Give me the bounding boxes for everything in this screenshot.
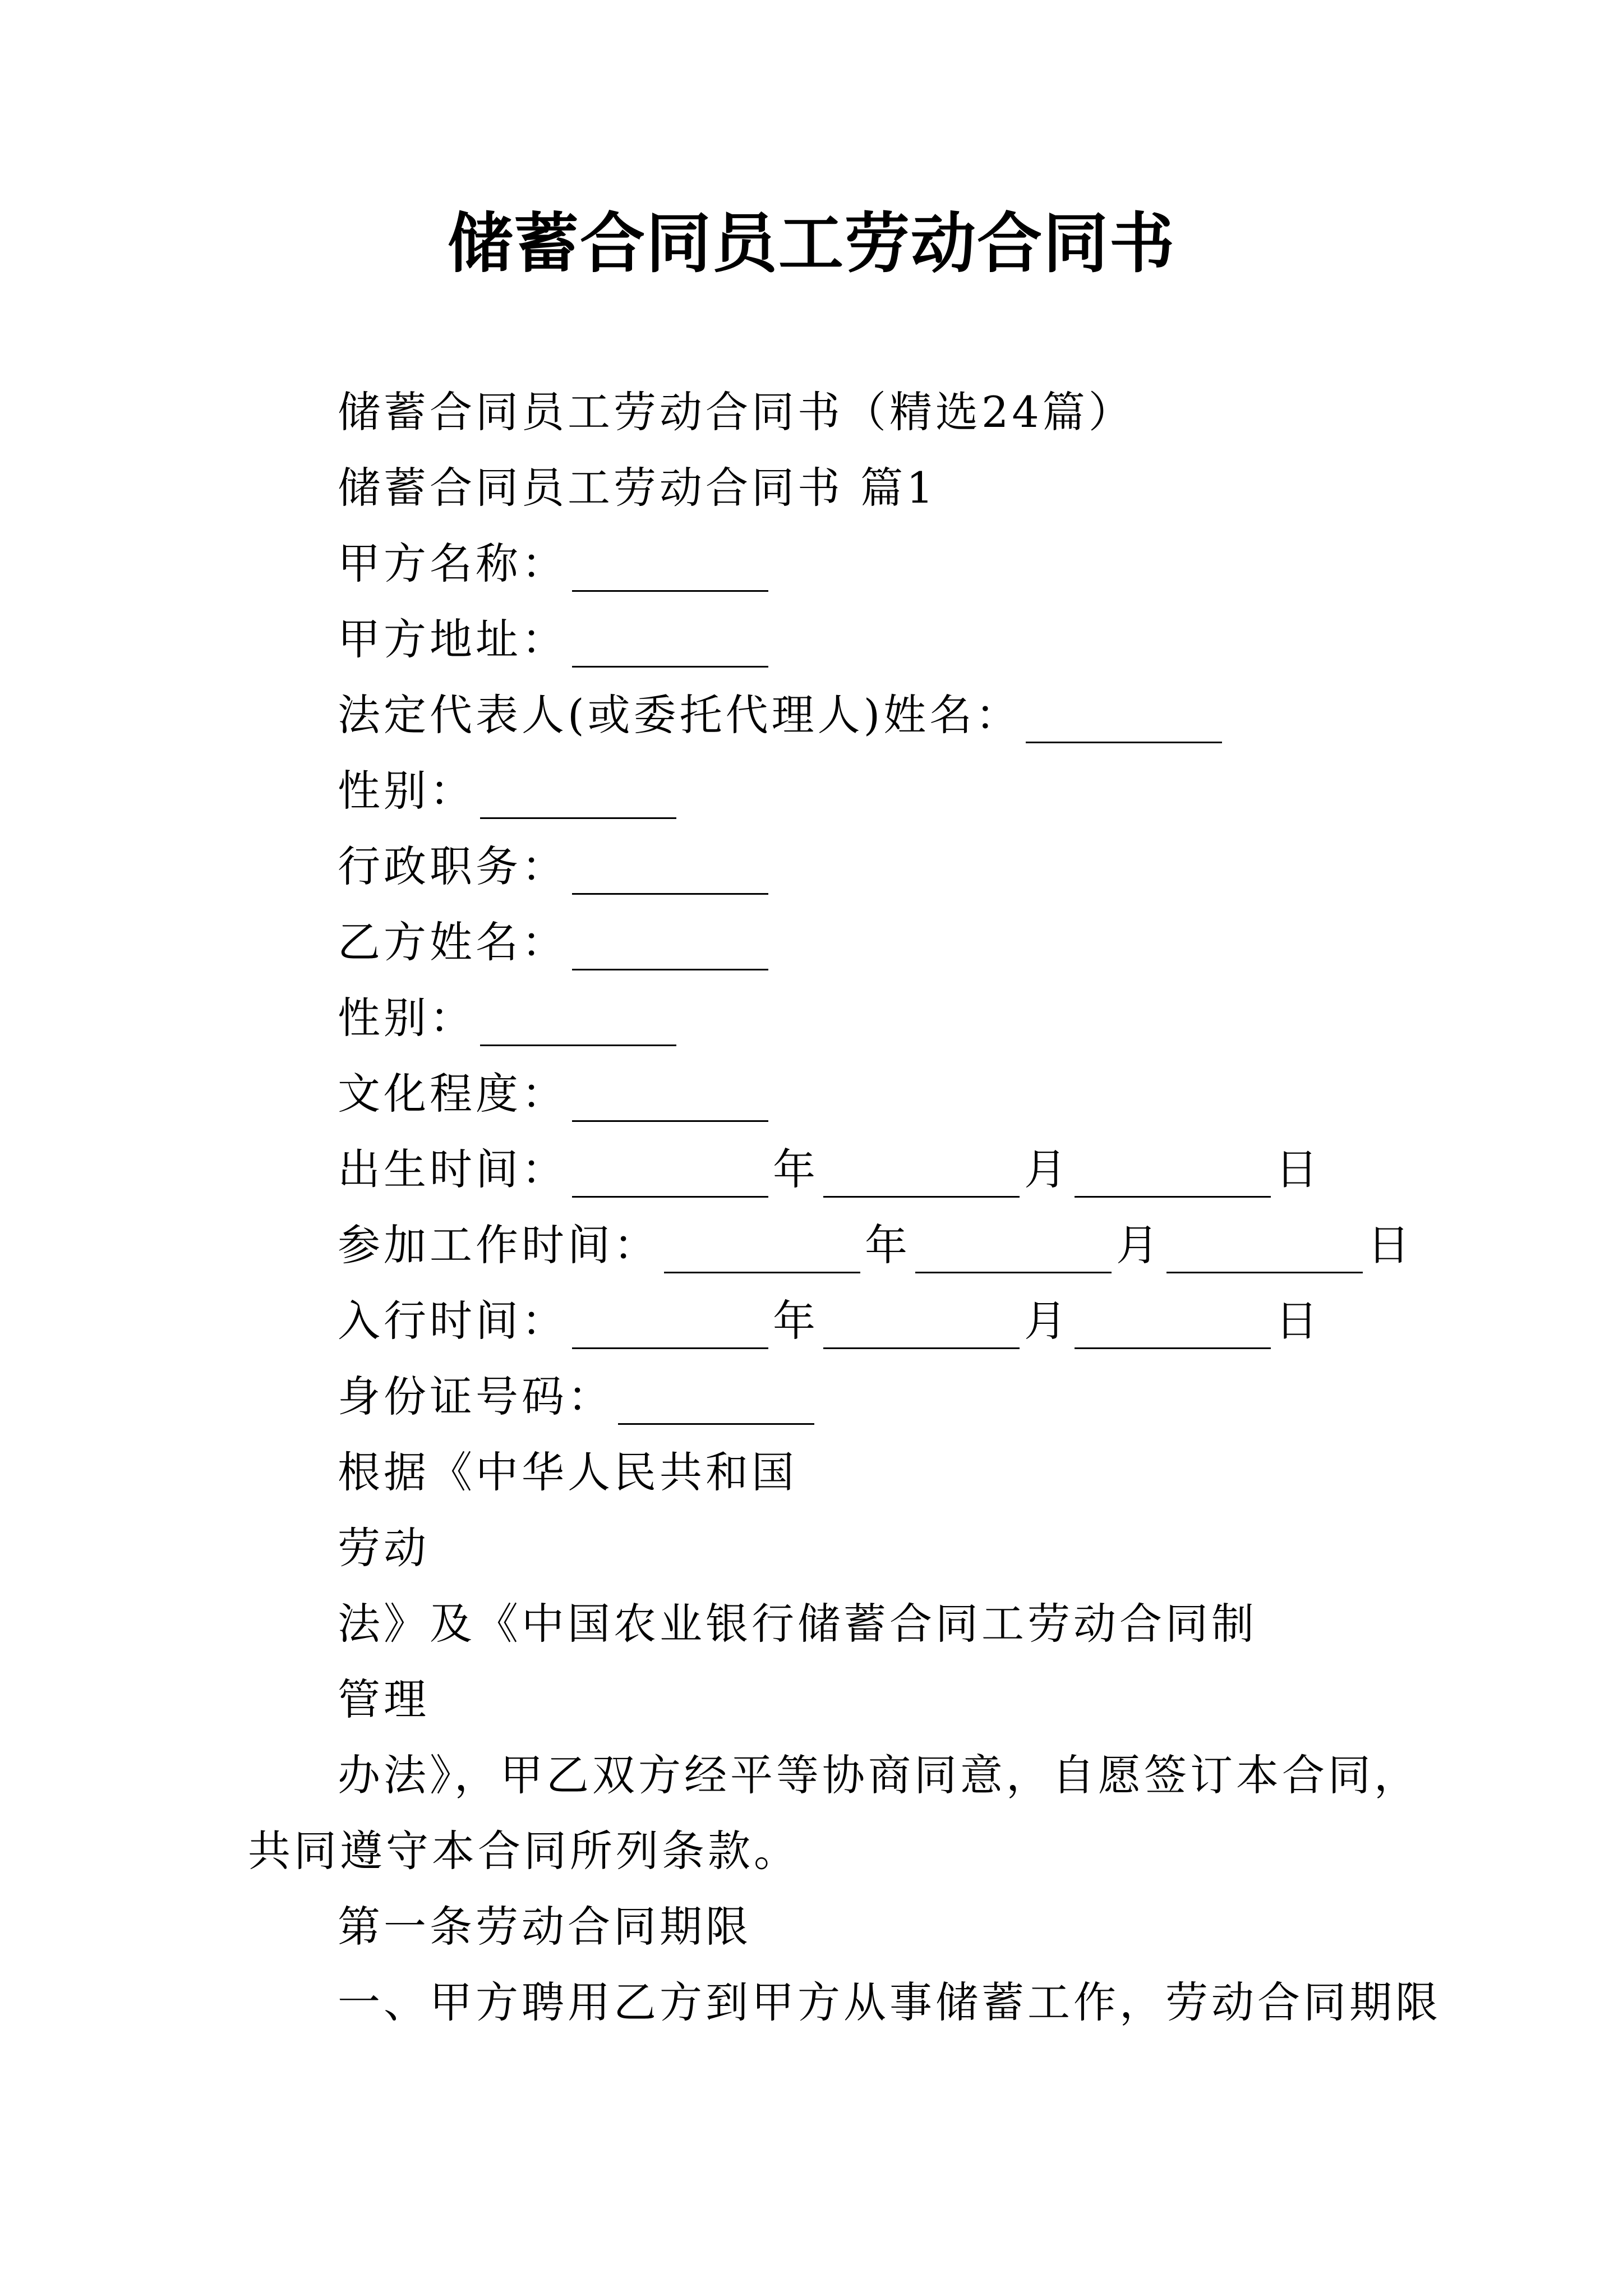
- field-party-a-name: [338, 536, 773, 592]
- fill-blank: [1026, 702, 1222, 743]
- section-heading: 储蓄合同员工劳动合同书 篇1: [338, 463, 937, 513]
- field-legal-rep-name: [338, 687, 1227, 743]
- field-label: 法定代表人(或委托代理人)姓名：: [338, 690, 1022, 740]
- article-heading: 第一条劳动合同期限: [338, 1902, 751, 1952]
- fill-blank: [618, 1384, 814, 1425]
- fill-blank: [480, 1005, 676, 1046]
- field-id-number: [338, 1369, 819, 1425]
- fill-blank: [572, 551, 768, 592]
- field-work-start-date: [338, 1217, 1413, 1273]
- fill-blank: [572, 930, 768, 970]
- field-label: 甲方地址：: [338, 614, 568, 664]
- unit-year: 年: [865, 1220, 911, 1270]
- field-label: 出生时间：: [338, 1144, 568, 1194]
- fill-blank: [915, 1232, 1112, 1273]
- field-label: 身份证号码：: [338, 1372, 614, 1421]
- field-gender-a: [338, 763, 681, 819]
- fill-blank: [480, 778, 676, 819]
- field-education: [338, 1066, 773, 1122]
- field-party-b-name: [338, 914, 773, 970]
- unit-day: 日: [1367, 1220, 1413, 1270]
- field-birth-date: [338, 1142, 1321, 1198]
- field-gender-b: [338, 990, 681, 1046]
- field-label: 性别：: [338, 993, 476, 1043]
- body-paragraph: 根据《中华人民共和国: [338, 1447, 797, 1497]
- unit-day: 日: [1275, 1144, 1321, 1194]
- field-label: 乙方姓名：: [338, 917, 568, 967]
- body-paragraph: 法》及《中国农业银行储蓄合同工劳动合同制: [338, 1599, 1257, 1649]
- field-label: 行政职务：: [338, 841, 568, 891]
- fill-blank: [572, 627, 768, 668]
- fill-blank: [1075, 1157, 1271, 1198]
- fill-blank: [572, 1308, 768, 1349]
- fill-blank: [1166, 1232, 1363, 1273]
- subtitle: 储蓄合同员工劳动合同书（精选24篇）: [338, 387, 1135, 437]
- unit-month: 月: [1024, 1144, 1070, 1194]
- unit-month: 月: [1116, 1220, 1162, 1270]
- field-party-a-address: [338, 611, 773, 668]
- field-label: 入行时间：: [338, 1296, 568, 1346]
- article-item: 一、甲方聘用乙方到甲方从事储蓄工作，劳动合同期限: [338, 1977, 1441, 2027]
- fill-blank: [572, 1157, 768, 1198]
- fill-blank: [1075, 1308, 1271, 1349]
- unit-month: 月: [1024, 1296, 1070, 1346]
- body-paragraph-continuation: 共同遵守本合同所列条款。: [248, 1826, 800, 1876]
- unit-year: 年: [773, 1296, 819, 1346]
- field-position: [338, 839, 773, 895]
- body-paragraph: 办法》，甲乙双方经平等协商同意，自愿签订本合同，: [338, 1750, 1420, 1800]
- fill-blank: [572, 1081, 768, 1122]
- field-label: 参加工作时间：: [338, 1220, 660, 1270]
- body-paragraph: 劳动: [338, 1523, 430, 1573]
- field-industry-entry-date: [338, 1293, 1321, 1349]
- fill-blank: [664, 1232, 860, 1273]
- fill-blank: [823, 1157, 1020, 1198]
- body-paragraph: 管理: [338, 1674, 430, 1724]
- field-label: 性别：: [338, 766, 476, 816]
- fill-blank: [823, 1308, 1020, 1349]
- field-label: 文化程度：: [338, 1069, 568, 1119]
- unit-year: 年: [773, 1144, 819, 1194]
- field-label: 甲方名称：: [338, 539, 568, 588]
- fill-blank: [572, 854, 768, 895]
- unit-day: 日: [1275, 1296, 1321, 1346]
- document-title: 储蓄合同员工劳动合同书: [448, 206, 1175, 282]
